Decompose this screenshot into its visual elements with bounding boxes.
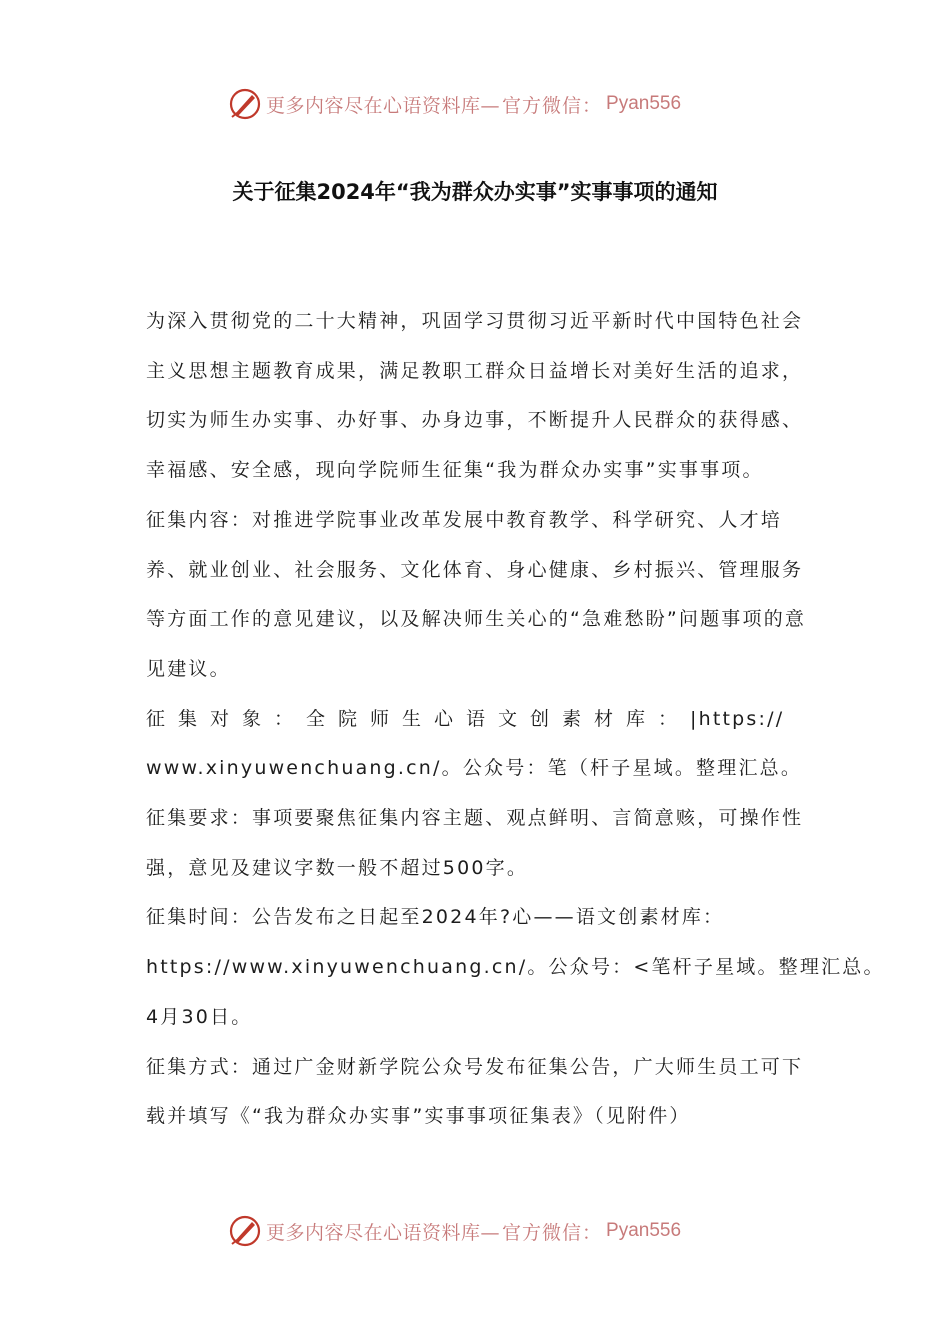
quill-logo-icon [228, 1214, 262, 1248]
target-text: 征集对象：全院师生心语文创素材库： [146, 707, 691, 730]
requirements-paragraph: 征集要求：事项要聚焦征集内容主题、观点鲜明、言简意赅，可操作性强，意见及建议字数一般不超过500字。 [146, 807, 804, 879]
watermark-handle: Pyan556 [606, 1220, 682, 1241]
time-line-1: 征集时间：公告发布之日起至2024年?心——语文创素材库： [146, 906, 725, 929]
target-url-line: www.xinyuwenchuang.cn/。公众号：笔（杆子星域。整理汇总。 [146, 757, 803, 780]
watermark-banner-bottom [228, 1211, 681, 1251]
watermark-wechat-label: 官方微信： [502, 1221, 603, 1244]
watermark-slogan: 更多内容尽在心语资料库— [266, 1221, 501, 1244]
time-line-2: https://www.xinyuwenchuang.cn/。公众号：<笔杆子星域。整理汇总。 [146, 956, 885, 979]
method-paragraph: 征集方式：通过广金财新学院公众号发布征集公告，广大师生员工可下载并填写《“我为群众办实事”实事事项征集表》（见附件） [146, 1055, 804, 1128]
time-paragraph [146, 893, 885, 1042]
watermark-slogan: 更多内容尽在心语资料库— [266, 94, 501, 117]
content-section-paragraph: 征集内容：对推进学院事业改革发展中教育教学、科学研究、人才培养、就业创业、社会服务、文化体育、身心健康、乡村振兴、管理服务等方面工作的意见建议，以及解决师生关心的“急难愁盼”问题事项的意见建议。 [146, 508, 807, 680]
watermark-handle: Pyan556 [606, 93, 682, 114]
time-line-3: 4月30日。 [146, 1005, 253, 1028]
document-body [146, 297, 885, 1142]
quill-logo-icon [228, 87, 262, 121]
document-title: 关于征集2024年“我为群众办实事”实事事项的通知 [232, 180, 718, 204]
watermark-banner-top [228, 84, 681, 124]
target-paragraph [146, 695, 810, 794]
watermark-wechat-label: 官方微信： [502, 94, 603, 117]
intro-paragraph: 为深入贯彻党的二十大精神，巩固学习贯彻习近平新时代中国特色社会主义思想主题教育成果，满足教职工群众日益增长对美好生活的追求，切实为师生办实事、办好事、办身边事，不断提升人民群众的获得感、幸福感、安全感，现向学院师生征集“我为群众办实事”实事事项。 [146, 310, 804, 482]
target-url-fragment: |https:// [690, 707, 785, 730]
